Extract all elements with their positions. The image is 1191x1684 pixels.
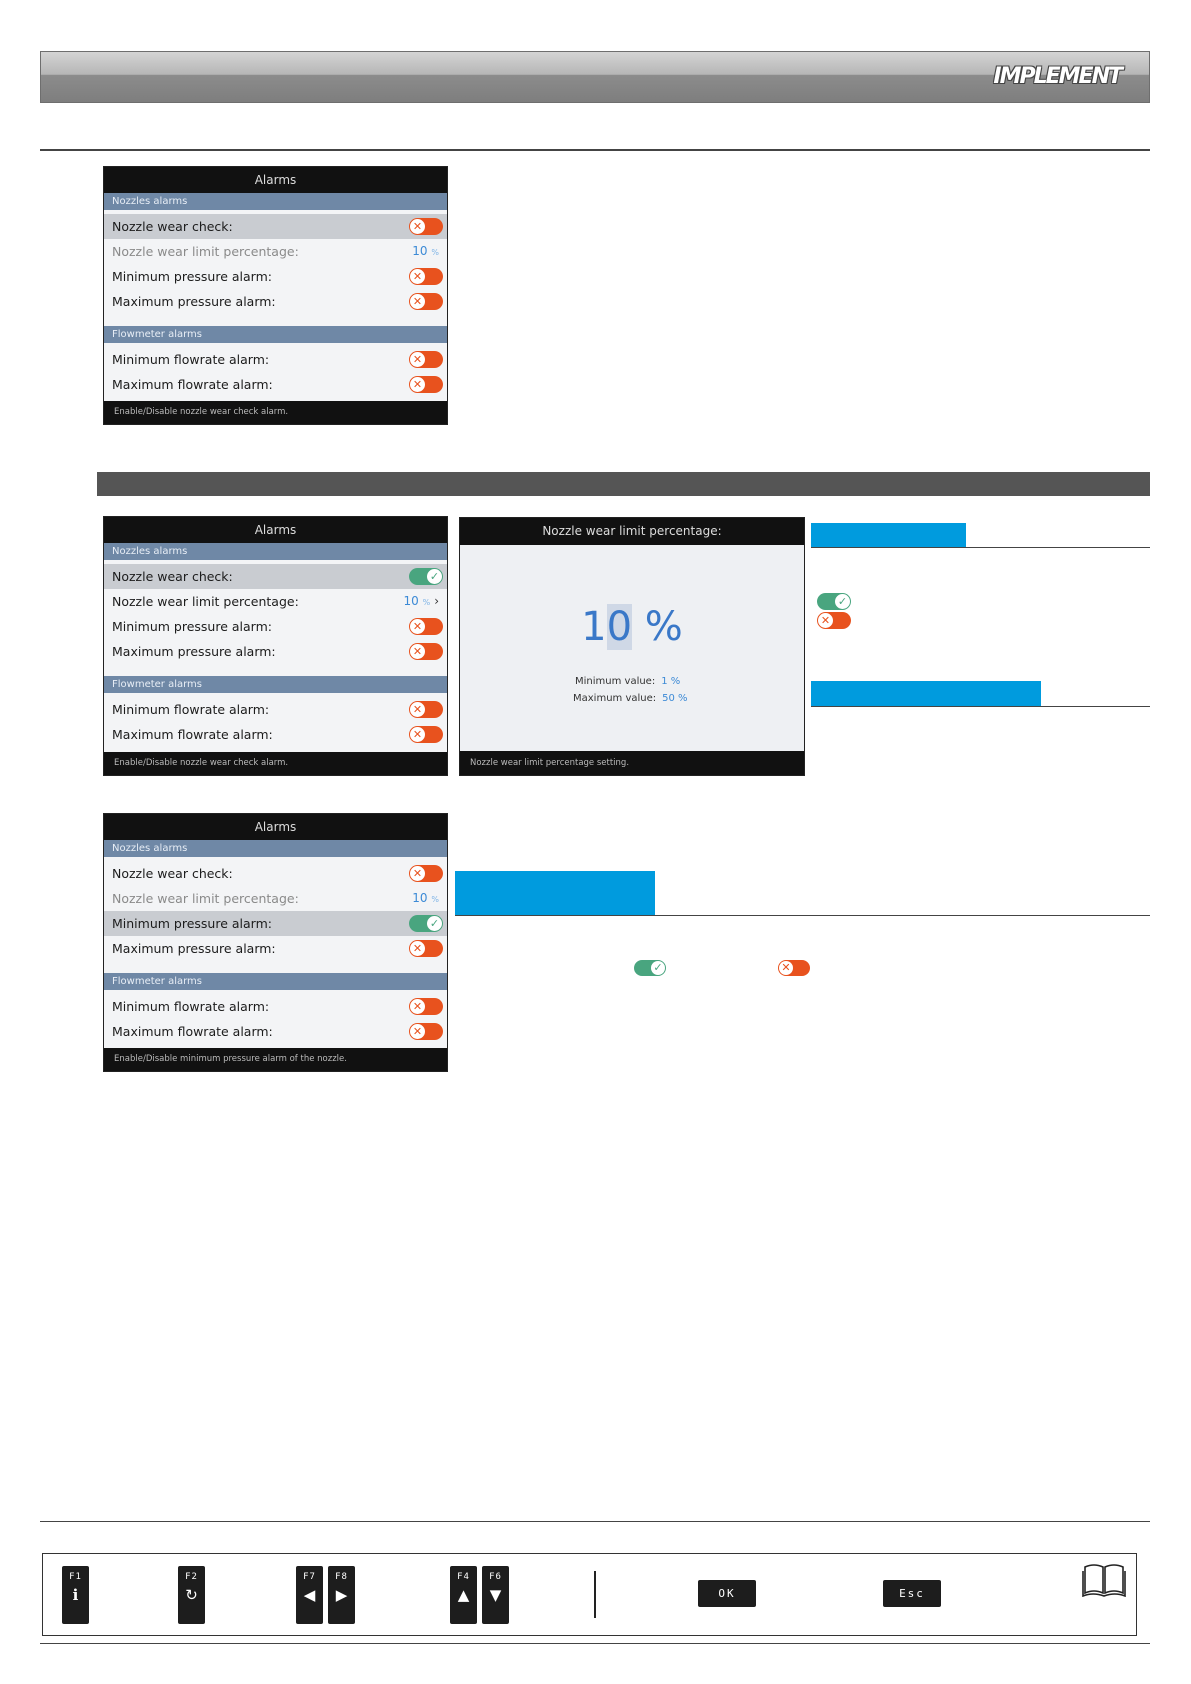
alarms-screen-3 <box>103 813 448 1072</box>
toggle-switch[interactable] <box>409 351 443 368</box>
setting-row[interactable] <box>104 239 447 264</box>
setting-label: Maximum pressure alarm: <box>112 294 276 309</box>
toggle-switch[interactable] <box>409 376 443 393</box>
value-unit: % <box>422 598 431 607</box>
blue-heading-bar-1 <box>811 523 966 548</box>
section-header: Nozzles alarms <box>104 840 447 857</box>
numeric-screen-title: Nozzle wear limit percentage: <box>460 518 804 545</box>
setting-row[interactable] <box>104 911 447 936</box>
arrow-left-icon: ◀ <box>303 1586 316 1604</box>
f8-key[interactable] <box>328 1566 355 1624</box>
section-gap <box>104 318 447 326</box>
footer-divider-top <box>40 1521 1150 1522</box>
key-separator <box>594 1571 596 1618</box>
f1-key-label: F1 <box>69 1572 82 1582</box>
numeric-entry-screen <box>459 517 805 776</box>
x-icon: ✕ <box>410 219 425 234</box>
blue-heading-bar-2 <box>811 681 1041 706</box>
toggle-switch[interactable] <box>409 618 443 635</box>
screen-title: Alarms <box>104 517 447 543</box>
setting-label: Nozzle wear check: <box>112 866 233 881</box>
setting-label: Nozzle wear limit percentage: <box>112 244 299 259</box>
min-value-label: Minimum value: <box>575 676 656 687</box>
x-icon: ✕ <box>410 352 425 367</box>
header-divider <box>40 149 1150 151</box>
setting-row[interactable] <box>104 639 447 664</box>
inline-toggle-off <box>778 960 810 976</box>
setting-label: Nozzle wear limit percentage: <box>112 891 299 906</box>
info-icon: i <box>72 1586 79 1604</box>
section-header: Nozzles alarms <box>104 543 447 560</box>
f7-key[interactable] <box>296 1566 323 1624</box>
toggle-switch[interactable] <box>409 1023 443 1040</box>
setting-row[interactable] <box>104 994 447 1019</box>
alarms-screen-1 <box>103 166 448 425</box>
setting-label: Minimum flowrate alarm: <box>112 702 270 717</box>
toggle-switch[interactable] <box>409 940 443 957</box>
f4-key-label: F4 <box>457 1572 470 1582</box>
toggle-switch[interactable] <box>409 726 443 743</box>
brand-logo: IMPLEMENT <box>993 64 1121 89</box>
setting-value <box>403 589 439 615</box>
setting-row[interactable] <box>104 1019 447 1044</box>
x-icon: ✕ <box>410 269 425 284</box>
toggle-switch[interactable] <box>409 293 443 310</box>
footer-divider-bottom <box>40 1643 1150 1644</box>
setting-label: Maximum flowrate alarm: <box>112 727 273 742</box>
section-header: Nozzles alarms <box>104 193 447 210</box>
setting-row[interactable] <box>104 214 447 239</box>
refresh-icon: ↻ <box>185 1586 198 1604</box>
numeric-digit-cursor: 0 <box>606 604 633 650</box>
f8-key-label: F8 <box>335 1572 348 1582</box>
setting-row[interactable] <box>104 264 447 289</box>
section-header: Flowmeter alarms <box>104 676 447 693</box>
numeric-digit-1: 1 <box>581 604 607 650</box>
value-unit: % <box>431 248 439 257</box>
legend-toggle-on <box>817 593 851 610</box>
setting-row[interactable] <box>104 722 447 747</box>
toggle-switch[interactable] <box>409 268 443 285</box>
x-icon: ✕ <box>410 941 425 956</box>
setting-label: Nozzle wear limit percentage: <box>112 594 299 609</box>
x-icon: ✕ <box>410 866 425 881</box>
check-icon: ✓ <box>427 569 442 584</box>
toggle-switch[interactable] <box>409 701 443 718</box>
numeric-unit: % <box>644 604 683 650</box>
min-value-line <box>575 676 680 687</box>
x-icon: ✕ <box>410 294 425 309</box>
x-icon: ✕ <box>410 999 425 1014</box>
setting-row[interactable] <box>104 347 447 372</box>
toggle-switch[interactable] <box>409 915 443 932</box>
setting-row[interactable] <box>104 289 447 314</box>
heading-rule-2 <box>811 706 1150 707</box>
setting-row[interactable] <box>104 886 447 911</box>
setting-row[interactable] <box>104 936 447 961</box>
inline-toggle-on <box>634 960 666 976</box>
setting-label: Nozzle wear check: <box>112 219 233 234</box>
screen-footer: Enable/Disable nozzle wear check alarm. <box>104 401 447 424</box>
numeric-screen-footer: Nozzle wear limit percentage setting. <box>460 751 804 775</box>
check-icon: ✓ <box>651 961 665 975</box>
x-icon: ✕ <box>779 961 793 975</box>
x-icon: ✕ <box>410 727 425 742</box>
toggle-switch[interactable] <box>409 865 443 882</box>
setting-label: Minimum flowrate alarm: <box>112 352 270 367</box>
x-icon: ✕ <box>410 702 425 717</box>
setting-label: Maximum pressure alarm: <box>112 941 276 956</box>
f2-key[interactable] <box>178 1566 205 1624</box>
section-header: Flowmeter alarms <box>104 973 447 990</box>
numeric-value[interactable] <box>460 604 804 650</box>
f2-key-label: F2 <box>185 1572 198 1582</box>
setting-row[interactable] <box>104 697 447 722</box>
manual-book-icon <box>1082 1561 1126 1597</box>
setting-label: Nozzle wear check: <box>112 569 233 584</box>
page-header <box>40 51 1150 103</box>
max-value-label: Maximum value: <box>573 693 657 704</box>
setting-row[interactable] <box>104 589 447 614</box>
check-icon: ✓ <box>427 916 442 931</box>
toggle-switch[interactable] <box>409 568 443 585</box>
max-value-line <box>573 693 688 704</box>
value-unit: % <box>431 895 439 904</box>
x-icon: ✕ <box>818 613 833 628</box>
alarms-screen-2 <box>103 516 448 776</box>
value-number: 10 <box>412 891 428 905</box>
screen-footer: Enable/Disable nozzle wear check alarm. <box>104 752 447 775</box>
setting-row[interactable] <box>104 564 447 589</box>
setting-value <box>412 886 439 912</box>
setting-label: Minimum pressure alarm: <box>112 619 272 634</box>
section-header: Flowmeter alarms <box>104 326 447 343</box>
f4-key[interactable] <box>450 1566 477 1624</box>
setting-label: Maximum flowrate alarm: <box>112 377 273 392</box>
chevron-right-icon: › <box>434 594 439 608</box>
section-gap <box>104 965 447 973</box>
ok-button[interactable]: OK <box>698 1580 756 1607</box>
min-value: 1 % <box>661 676 681 687</box>
x-icon: ✕ <box>410 377 425 392</box>
setting-label: Minimum pressure alarm: <box>112 269 272 284</box>
blue-heading-bar-3 <box>455 871 655 915</box>
value-number: 10 <box>412 244 428 258</box>
setting-label: Minimum pressure alarm: <box>112 916 272 931</box>
f7-key-label: F7 <box>303 1572 316 1582</box>
setting-label: Minimum flowrate alarm: <box>112 999 270 1014</box>
check-icon: ✓ <box>835 594 850 609</box>
f6-key-label: F6 <box>489 1572 502 1582</box>
section-gap <box>104 668 447 676</box>
legend-toggle-off <box>817 612 851 629</box>
setting-row[interactable] <box>104 861 447 886</box>
x-icon: ✕ <box>410 644 425 659</box>
f1-key[interactable] <box>62 1566 89 1624</box>
heading-rule-1 <box>811 547 1150 548</box>
esc-button[interactable]: Esc <box>883 1580 941 1607</box>
arrow-down-icon: ▼ <box>489 1586 502 1604</box>
heading-rule-3 <box>455 915 1150 916</box>
section-pad <box>104 747 447 751</box>
value-number: 10 <box>403 594 419 608</box>
setting-label: Maximum pressure alarm: <box>112 644 276 659</box>
section-band <box>97 472 1150 496</box>
x-icon: ✕ <box>410 1024 425 1039</box>
toggle-switch[interactable] <box>409 218 443 235</box>
toggle-switch[interactable] <box>409 998 443 1015</box>
setting-row[interactable] <box>104 372 447 397</box>
key-legend-box <box>42 1553 1137 1636</box>
toggle-switch[interactable] <box>409 643 443 660</box>
arrow-up-icon: ▲ <box>457 1586 470 1604</box>
setting-label: Maximum flowrate alarm: <box>112 1024 273 1039</box>
screen-title: Alarms <box>104 814 447 840</box>
screen-footer: Enable/Disable minimum pressure alarm of the nozzle. <box>104 1048 447 1071</box>
max-value: 50 % <box>662 693 688 704</box>
f6-key[interactable] <box>482 1566 509 1624</box>
screen-title: Alarms <box>104 167 447 193</box>
setting-value <box>412 239 439 265</box>
setting-row[interactable] <box>104 614 447 639</box>
x-icon: ✕ <box>410 619 425 634</box>
arrow-right-icon: ▶ <box>335 1586 348 1604</box>
